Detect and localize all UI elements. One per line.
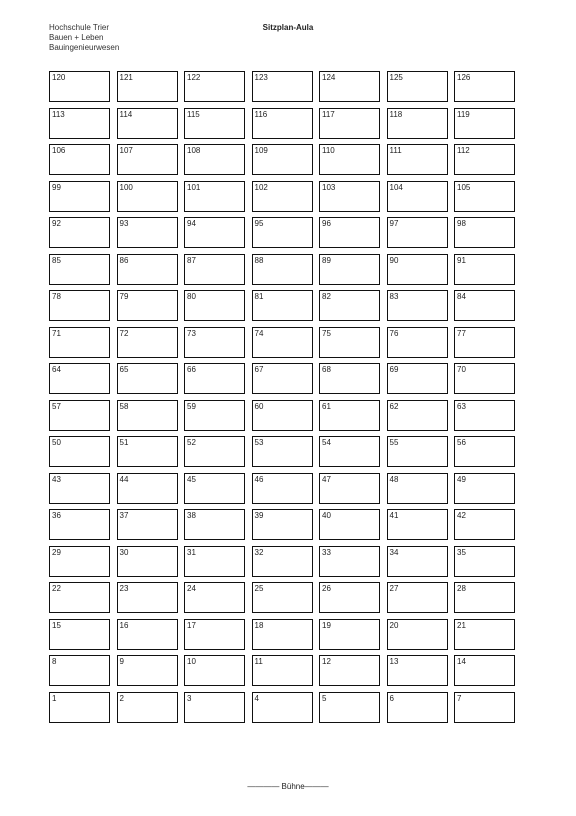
seat-number: 35 xyxy=(457,547,466,557)
seat-box xyxy=(387,327,448,358)
seat-number: 120 xyxy=(52,73,66,82)
seat-number: 105 xyxy=(457,182,471,192)
seat-box xyxy=(252,692,313,723)
seat-box xyxy=(454,619,515,650)
seat-box xyxy=(252,217,313,248)
seat-box xyxy=(49,254,110,285)
seat-number: 21 xyxy=(457,620,466,630)
seat-box xyxy=(387,473,448,504)
seat-number: 75 xyxy=(322,328,331,338)
seat-number: 87 xyxy=(187,255,196,265)
seat-number: 51 xyxy=(119,438,129,447)
seat-number: 17 xyxy=(187,620,196,630)
seat-box xyxy=(387,436,448,467)
seat-box xyxy=(319,217,380,248)
institution-line-program: Bauingenieurwesen xyxy=(49,43,120,52)
seat-box xyxy=(117,290,178,321)
seat-number: 67 xyxy=(254,365,264,374)
seat-box xyxy=(319,436,380,467)
seat-number: 93 xyxy=(119,219,129,228)
seat-number: 61 xyxy=(322,401,331,411)
seat-number: 123 xyxy=(254,73,268,82)
seat-number: 49 xyxy=(457,474,466,484)
seat-box xyxy=(117,400,178,431)
seat-box xyxy=(319,108,380,139)
seat-number: 15 xyxy=(52,620,61,630)
seat-box xyxy=(454,692,515,723)
seat-number: 107 xyxy=(119,146,133,155)
seat-number: 8 xyxy=(52,657,57,666)
seat-number: 111 xyxy=(389,146,402,155)
seat-number: 101 xyxy=(187,182,201,192)
seat-box xyxy=(117,436,178,467)
seat-box xyxy=(49,217,110,248)
seat-box xyxy=(319,327,380,358)
stage-label: ———— Bühne——— xyxy=(247,782,329,791)
seat-box xyxy=(117,582,178,613)
seat-number: 12 xyxy=(322,657,331,666)
institution-line-university: Hochschule Trier xyxy=(49,23,110,32)
seat-box xyxy=(252,71,313,102)
seat-number: 85 xyxy=(52,255,61,265)
seat-number: 27 xyxy=(389,584,399,593)
seat-box xyxy=(49,692,110,723)
seat-box xyxy=(319,473,380,504)
seat-box xyxy=(184,619,245,650)
seat-number: 33 xyxy=(322,547,331,557)
seat-number: 112 xyxy=(457,146,470,155)
seat-number: 32 xyxy=(254,547,264,557)
seat-number: 118 xyxy=(389,109,403,119)
seat-box xyxy=(252,546,313,577)
seat-box xyxy=(319,363,380,394)
seating-grid xyxy=(49,71,515,723)
seat-box xyxy=(454,509,515,540)
seat-box xyxy=(252,254,313,285)
seat-box xyxy=(252,327,313,358)
seat-number: 113 xyxy=(52,109,65,119)
seat-number: 38 xyxy=(187,511,196,520)
seat-box xyxy=(184,144,245,175)
seat-box xyxy=(184,108,245,139)
seat-number: 92 xyxy=(52,219,61,228)
seat-box xyxy=(49,436,110,467)
seat-box xyxy=(387,71,448,102)
seat-number: 23 xyxy=(119,584,129,593)
seat-box xyxy=(387,181,448,212)
seat-box xyxy=(252,400,313,431)
seat-number: 11 xyxy=(254,657,263,666)
seat-number: 2 xyxy=(119,693,124,703)
seat-box xyxy=(117,327,178,358)
seat-number: 114 xyxy=(119,109,133,119)
seat-number: 6 xyxy=(389,693,394,703)
seat-box xyxy=(49,181,110,212)
seat-number: 46 xyxy=(254,474,264,484)
seat-number: 124 xyxy=(322,73,336,82)
seat-box xyxy=(184,509,245,540)
seat-number: 53 xyxy=(254,438,264,447)
seat-box xyxy=(184,582,245,613)
seat-number: 18 xyxy=(254,620,264,630)
seat-box xyxy=(454,473,515,504)
seat-number: 80 xyxy=(187,292,196,301)
seat-number: 54 xyxy=(322,438,331,447)
seat-number: 79 xyxy=(119,292,129,301)
seat-number: 109 xyxy=(254,146,268,155)
seat-number: 42 xyxy=(457,511,466,520)
seat-box xyxy=(319,582,380,613)
seat-box xyxy=(252,181,313,212)
seat-number: 71 xyxy=(52,328,61,338)
seat-number: 119 xyxy=(457,109,470,119)
seat-number: 70 xyxy=(457,365,466,374)
seat-number: 26 xyxy=(322,584,331,593)
seat-number: 122 xyxy=(187,73,201,82)
seat-number: 73 xyxy=(187,328,196,338)
seat-box xyxy=(117,619,178,650)
seat-number: 96 xyxy=(322,219,331,228)
seat-box xyxy=(454,108,515,139)
seat-box xyxy=(184,363,245,394)
seat-number: 100 xyxy=(119,182,133,192)
seat-box xyxy=(117,254,178,285)
seat-number: 14 xyxy=(457,657,466,666)
seat-number: 13 xyxy=(389,657,399,666)
seat-box xyxy=(184,692,245,723)
seat-number: 62 xyxy=(389,401,399,411)
seat-number: 3 xyxy=(187,693,192,703)
seat-number: 98 xyxy=(457,219,466,228)
seat-number: 88 xyxy=(254,255,264,265)
seat-box xyxy=(319,655,380,686)
seat-number: 77 xyxy=(457,328,466,338)
seat-number: 22 xyxy=(52,584,61,593)
page-title: Sitzplan-Aula xyxy=(262,23,314,32)
seat-number: 16 xyxy=(119,620,129,630)
seat-box xyxy=(454,217,515,248)
seat-box xyxy=(117,217,178,248)
seat-box xyxy=(184,181,245,212)
seat-number: 4 xyxy=(254,693,259,703)
seat-box xyxy=(252,473,313,504)
seat-box xyxy=(387,363,448,394)
seat-number: 68 xyxy=(322,365,331,374)
seat-box xyxy=(184,254,245,285)
seat-number: 86 xyxy=(119,255,129,265)
seat-box xyxy=(252,290,313,321)
seat-box xyxy=(454,436,515,467)
seat-number: 7 xyxy=(457,693,462,703)
seat-number: 34 xyxy=(389,547,399,557)
seat-number: 29 xyxy=(52,547,61,557)
seat-box xyxy=(454,546,515,577)
seat-number: 30 xyxy=(119,547,129,557)
seat-box xyxy=(184,655,245,686)
seat-number: 59 xyxy=(187,401,196,411)
seat-number: 40 xyxy=(322,511,331,520)
seat-number: 97 xyxy=(389,219,399,228)
seat-number: 103 xyxy=(322,182,336,192)
seat-number: 117 xyxy=(322,109,335,119)
seat-box xyxy=(49,546,110,577)
seat-box xyxy=(319,181,380,212)
seat-box xyxy=(454,254,515,285)
seat-box xyxy=(117,692,178,723)
seat-number: 102 xyxy=(254,182,268,192)
seat-box xyxy=(454,400,515,431)
seat-number: 28 xyxy=(457,584,466,593)
seat-number: 95 xyxy=(254,219,264,228)
seat-box xyxy=(117,144,178,175)
seat-number: 125 xyxy=(389,73,403,82)
seat-number: 5 xyxy=(322,693,327,703)
seat-box xyxy=(319,71,380,102)
seat-box xyxy=(387,144,448,175)
seat-number: 76 xyxy=(389,328,399,338)
seat-number: 78 xyxy=(52,292,61,301)
seat-box xyxy=(117,655,178,686)
seat-box xyxy=(49,327,110,358)
seat-box xyxy=(49,144,110,175)
seat-number: 83 xyxy=(389,292,399,301)
seat-box xyxy=(319,509,380,540)
seat-box xyxy=(387,655,448,686)
seat-box xyxy=(387,546,448,577)
seat-box xyxy=(387,582,448,613)
seat-box xyxy=(184,327,245,358)
seat-number: 45 xyxy=(187,474,196,484)
seat-box xyxy=(184,290,245,321)
seat-box xyxy=(49,473,110,504)
seat-box xyxy=(252,582,313,613)
seat-number: 37 xyxy=(119,511,129,520)
seat-box xyxy=(184,400,245,431)
seat-box xyxy=(117,473,178,504)
seat-box xyxy=(319,692,380,723)
seat-box xyxy=(319,144,380,175)
seat-number: 10 xyxy=(187,657,196,666)
seat-number: 57 xyxy=(52,401,61,411)
seat-number: 126 xyxy=(457,73,471,82)
seat-box xyxy=(117,546,178,577)
seat-box xyxy=(387,254,448,285)
seat-number: 9 xyxy=(119,657,124,666)
institution-line-department: Bauen + Leben xyxy=(49,33,104,42)
seat-box xyxy=(319,546,380,577)
seat-box xyxy=(454,290,515,321)
seat-box xyxy=(387,692,448,723)
seat-box xyxy=(252,363,313,394)
seat-box xyxy=(184,71,245,102)
seat-box xyxy=(387,290,448,321)
seat-number: 44 xyxy=(119,474,129,484)
seat-number: 47 xyxy=(322,474,331,484)
seat-box xyxy=(252,619,313,650)
seat-number: 63 xyxy=(457,401,466,411)
seat-number: 110 xyxy=(322,146,335,155)
seat-number: 69 xyxy=(389,365,399,374)
seat-box xyxy=(319,290,380,321)
seat-number: 36 xyxy=(52,511,61,520)
seat-box xyxy=(454,655,515,686)
seat-box xyxy=(319,254,380,285)
seat-box xyxy=(117,363,178,394)
seat-number: 39 xyxy=(254,511,264,520)
seat-box xyxy=(319,400,380,431)
seat-box xyxy=(49,71,110,102)
seat-box xyxy=(252,436,313,467)
seat-number: 19 xyxy=(322,620,331,630)
seat-box xyxy=(387,108,448,139)
seat-number: 90 xyxy=(389,255,399,265)
seat-number: 50 xyxy=(52,438,61,447)
seat-number: 60 xyxy=(254,401,264,411)
seat-box xyxy=(49,619,110,650)
seat-box xyxy=(454,71,515,102)
seat-box xyxy=(454,327,515,358)
seat-box xyxy=(387,509,448,540)
seat-box xyxy=(454,144,515,175)
seat-number: 66 xyxy=(187,365,196,374)
seat-box xyxy=(387,400,448,431)
seat-number: 25 xyxy=(254,584,264,593)
seat-number: 106 xyxy=(52,146,66,155)
seat-number: 89 xyxy=(322,255,331,265)
seat-number: 104 xyxy=(389,182,403,192)
seat-box xyxy=(117,509,178,540)
seat-number: 31 xyxy=(187,547,196,557)
seat-number: 94 xyxy=(187,219,196,228)
seat-number: 55 xyxy=(389,438,399,447)
seat-number: 43 xyxy=(52,474,61,484)
seat-box xyxy=(117,71,178,102)
seat-number: 65 xyxy=(119,365,129,374)
seat-number: 84 xyxy=(457,292,466,301)
seat-number: 81 xyxy=(254,292,264,301)
seat-number: 1 xyxy=(52,693,57,703)
seat-number: 82 xyxy=(322,292,331,301)
seat-box xyxy=(49,655,110,686)
seat-box xyxy=(49,290,110,321)
seat-box xyxy=(252,108,313,139)
seat-number: 64 xyxy=(52,365,61,374)
seat-box xyxy=(252,144,313,175)
seat-number: 20 xyxy=(389,620,399,630)
seat-number: 115 xyxy=(187,109,200,119)
seat-number: 91 xyxy=(457,255,466,265)
seat-number: 56 xyxy=(457,438,466,447)
seat-box xyxy=(454,181,515,212)
seat-box xyxy=(454,363,515,394)
seat-number: 72 xyxy=(119,328,129,338)
seat-box xyxy=(387,619,448,650)
seat-number: 48 xyxy=(389,474,399,484)
seat-number: 24 xyxy=(187,584,196,593)
seat-number: 58 xyxy=(119,401,129,411)
seat-box xyxy=(49,108,110,139)
seat-number: 108 xyxy=(187,146,201,155)
seat-box xyxy=(319,619,380,650)
seat-box xyxy=(117,181,178,212)
seat-box xyxy=(184,217,245,248)
seat-box xyxy=(49,363,110,394)
seat-box xyxy=(184,473,245,504)
seat-box xyxy=(252,509,313,540)
seat-box xyxy=(49,509,110,540)
seat-box xyxy=(184,546,245,577)
seat-number: 116 xyxy=(254,109,268,119)
seat-number: 74 xyxy=(254,328,264,338)
seat-box xyxy=(454,582,515,613)
seat-number: 52 xyxy=(187,438,196,447)
seat-box xyxy=(49,582,110,613)
seat-box xyxy=(49,400,110,431)
seat-box xyxy=(184,436,245,467)
seat-number: 41 xyxy=(389,511,399,520)
seat-number: 121 xyxy=(119,73,133,82)
seat-number: 99 xyxy=(52,182,61,192)
seat-box xyxy=(252,655,313,686)
seat-box xyxy=(117,108,178,139)
seat-box xyxy=(387,217,448,248)
